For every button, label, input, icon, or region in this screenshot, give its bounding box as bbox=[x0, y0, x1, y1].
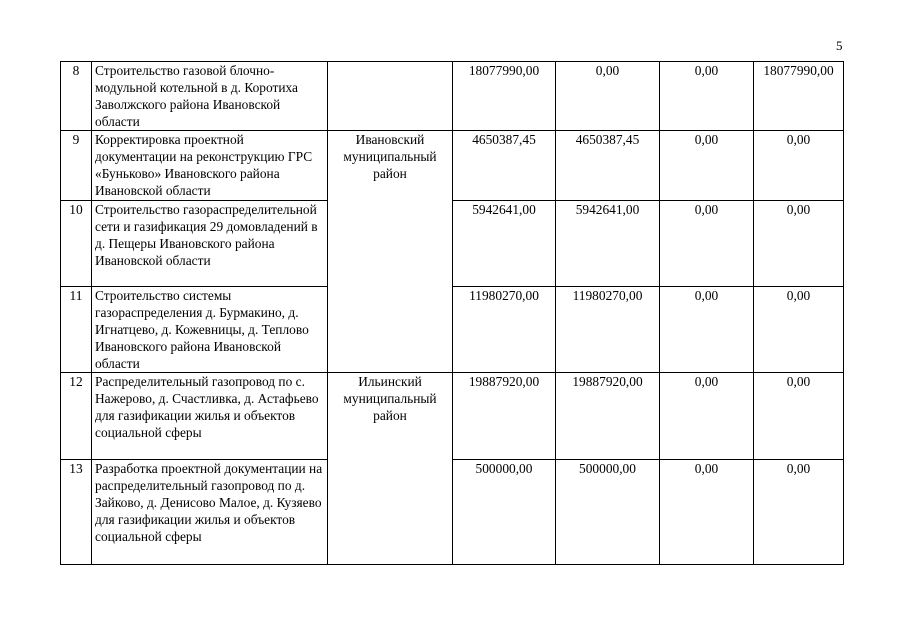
row-number: 12 bbox=[61, 373, 92, 460]
value-2: 11980270,00 bbox=[556, 287, 660, 373]
project-name: Строительство газораспределительной сети и газификация 29 домовладений в д. Пещеры Ивановского района Ивановской области bbox=[92, 201, 328, 287]
table-row bbox=[61, 201, 844, 287]
row-number: 10 bbox=[61, 201, 92, 287]
page-number: 5 bbox=[836, 38, 843, 53]
value-4: 0,00 bbox=[754, 131, 844, 201]
value-3: 0,00 bbox=[660, 373, 754, 460]
value-2: 0,00 bbox=[556, 62, 660, 131]
value-4: 18077990,00 bbox=[754, 62, 844, 131]
project-name: Разработка проектной документации на распределительный газопровод по д. Зайково, д. Денисово Малое, д. Кузяево для газификации жилья и объектов социальной сферы bbox=[92, 460, 328, 565]
value-2: 500000,00 bbox=[556, 460, 660, 565]
value-total: 18077990,00 bbox=[453, 62, 556, 131]
value-2: 5942641,00 bbox=[556, 201, 660, 287]
value-4: 0,00 bbox=[754, 201, 844, 287]
value-total: 19887920,00 bbox=[453, 373, 556, 460]
value-total: 5942641,00 bbox=[453, 201, 556, 287]
district-cell: Ильинский муниципальный район bbox=[328, 373, 453, 565]
value-3: 0,00 bbox=[660, 460, 754, 565]
project-name: Строительство системы газораспределения д. Бурмакино, д. Игнатцево, д. Кожевницы, д. Теплово Ивановского района Ивановской области bbox=[92, 287, 328, 373]
project-name: Строительство газовой блочно-модульной котельной в д. Коротиха Заволжского района Ивановской области bbox=[92, 62, 328, 131]
district-cell: Ивановский муниципальный район bbox=[328, 131, 453, 373]
value-2: 19887920,00 bbox=[556, 373, 660, 460]
row-number: 13 bbox=[61, 460, 92, 565]
project-name: Корректировка проектной документации на реконструкцию ГРС «Буньково» Ивановского района Ивановской области bbox=[92, 131, 328, 201]
projects-table bbox=[60, 61, 844, 565]
district-cell-empty bbox=[328, 62, 453, 131]
value-2: 4650387,45 bbox=[556, 131, 660, 201]
row-number: 8 bbox=[61, 62, 92, 131]
value-3: 0,00 bbox=[660, 287, 754, 373]
value-total: 4650387,45 bbox=[453, 131, 556, 201]
table-row bbox=[61, 460, 844, 565]
value-4: 0,00 bbox=[754, 373, 844, 460]
row-number: 9 bbox=[61, 131, 92, 201]
row-number: 11 bbox=[61, 287, 92, 373]
value-3: 0,00 bbox=[660, 131, 754, 201]
value-3: 0,00 bbox=[660, 62, 754, 131]
table-row bbox=[61, 373, 844, 460]
value-total: 11980270,00 bbox=[453, 287, 556, 373]
value-total: 500000,00 bbox=[453, 460, 556, 565]
table-row bbox=[61, 62, 844, 131]
value-3: 0,00 bbox=[660, 201, 754, 287]
project-name: Распределительный газопровод по с. Нажерово, д. Счастливка, д. Астафьево для газификации жилья и объектов социальной сферы bbox=[92, 373, 328, 460]
value-4: 0,00 bbox=[754, 460, 844, 565]
table-row bbox=[61, 131, 844, 201]
value-4: 0,00 bbox=[754, 287, 844, 373]
table-row bbox=[61, 287, 844, 373]
